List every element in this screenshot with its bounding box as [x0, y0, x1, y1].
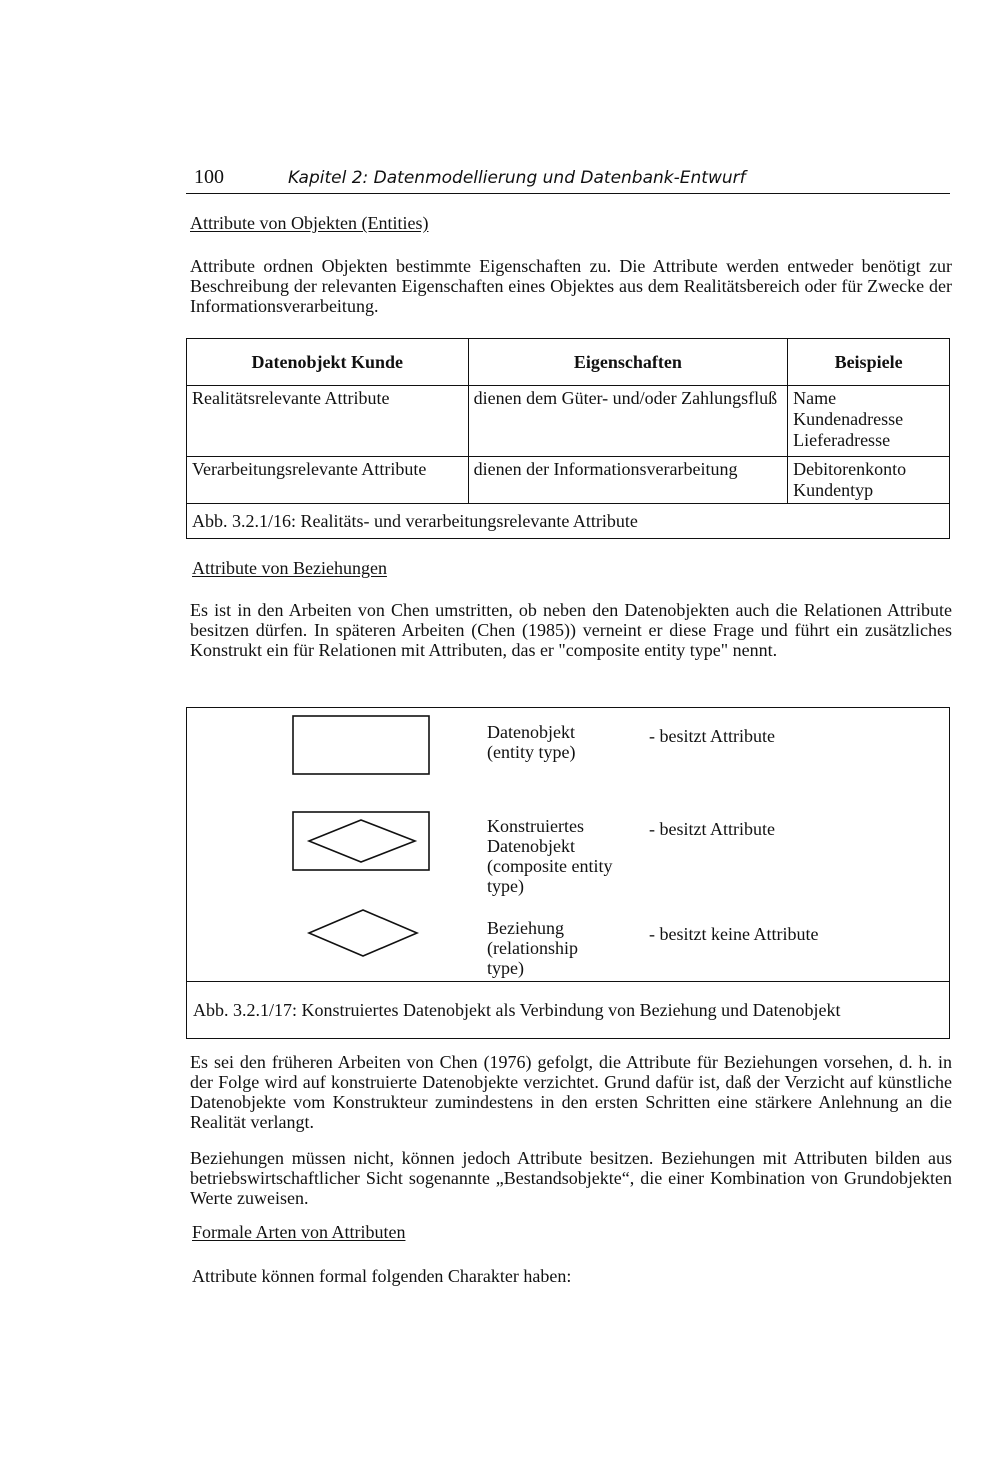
figure-caption-row: [187, 981, 949, 1038]
section-heading-entities: Attribute von Objekten (Entities): [190, 213, 429, 233]
example-item: Kundentyp: [793, 480, 874, 500]
table-cell-attribute: Realitätsrelevante Attribute: [187, 386, 469, 457]
table-header-properties: Eigenschaften: [468, 339, 788, 386]
figure-caption: Abb. 3.2.1/16: Realitäts- und verarbeitungsrelevante Attribute: [187, 504, 950, 539]
entity-type-label: Datenobjekt (entity type): [487, 722, 576, 762]
entity-type-note: - besitzt Attribute: [649, 726, 775, 746]
table-row: [187, 386, 950, 457]
page-number: 100: [194, 166, 224, 188]
attribute-table: [186, 338, 950, 539]
table-cell-property: dienen der Informationsverarbeitung: [468, 457, 788, 504]
section-heading-relationships: Attribute von Beziehungen: [192, 558, 387, 578]
example-item: Lieferadresse: [793, 430, 891, 450]
figure-caption: Abb. 3.2.1/17: Konstruiertes Datenobjekt als Verbindung von Beziehung und Datenobjekt: [193, 1000, 841, 1020]
table-header-examples: Beispiele: [788, 339, 950, 386]
paragraph-entity-attributes: Attribute ordnen Objekten bestimmte Eigenschaften zu. Die Attribute werden entweder benötigt zur Beschreibung der relevanten Eigenschaften eines Objektes aus dem Realitätsbereich oder für Zwecke der Informationsverarbeitung.: [190, 256, 952, 316]
composite-entity-note: - besitzt Attribute: [649, 819, 775, 839]
table-cell-property: dienen dem Güter- und/oder Zahlungsfluß: [468, 386, 788, 457]
relationship-note: - besitzt keine Attribute: [649, 924, 819, 944]
paragraph-relationship-attributes: Es ist in den Arbeiten von Chen umstritten, ob neben den Datenobjekten auch die Relationen Attribute besitzen dürfen. In späteren Arbeiten (Chen (1985)) verneint er diese Frage und führt ein zusätzliches Konstrukt ein für Relationen mit Attributen, das er "composite entity type" nennt.: [190, 600, 952, 660]
example-item: Name: [793, 388, 837, 408]
table-cell-examples: [788, 457, 950, 504]
paragraph-chen-1976: Es sei den früheren Arbeiten von Chen (1976) gefolgt, die Attribute für Beziehungen vorsehen, d. h. in der Folge wird auf konstruierte Datenobjekte verzichtet. Grund dafür ist, daß der Verzicht auf künstliche Datenobjekte vom Konstrukteur zumindestens in den ersten Schritten eine stärkere Anlehnung an die Realität verlangt.: [190, 1052, 952, 1132]
entity-type-symbol: [291, 714, 433, 778]
example-item: Kundenadresse: [793, 409, 904, 429]
header-rule: [186, 193, 950, 194]
table-header-object: Datenobjekt Kunde: [187, 339, 469, 386]
paragraph-formal-character: Attribute können formal folgenden Charakter haben:: [192, 1266, 572, 1286]
paragraph-relationship-values: Beziehungen müssen nicht, können jedoch Attribute besitzen. Beziehungen mit Attributen bilden aus betriebswirtschaftlicher Sicht sogenannte „Bestandsobjekte“, die einer Kombination von Grundobjekten Werte zuweisen.: [190, 1148, 952, 1208]
composite-entity-symbol: [291, 810, 433, 874]
table-row: [187, 457, 950, 504]
table-cell-attribute: Verarbeitungsrelevante Attribute: [187, 457, 469, 504]
composite-entity-label: Konstruiertes Datenobjekt (composite entity type): [487, 816, 613, 896]
example-item: Debitorenkonto: [793, 459, 907, 479]
table-cell-examples: [788, 386, 950, 457]
relationship-label: Beziehung (relationship type): [487, 918, 578, 978]
relationship-symbol: [305, 906, 421, 960]
section-heading-formal-types: Formale Arten von Attributen: [192, 1222, 406, 1242]
entity-types-figure: [186, 707, 950, 1039]
running-title: Kapitel 2: Datenmodellierung und Datenbank-Entwurf: [288, 168, 746, 188]
